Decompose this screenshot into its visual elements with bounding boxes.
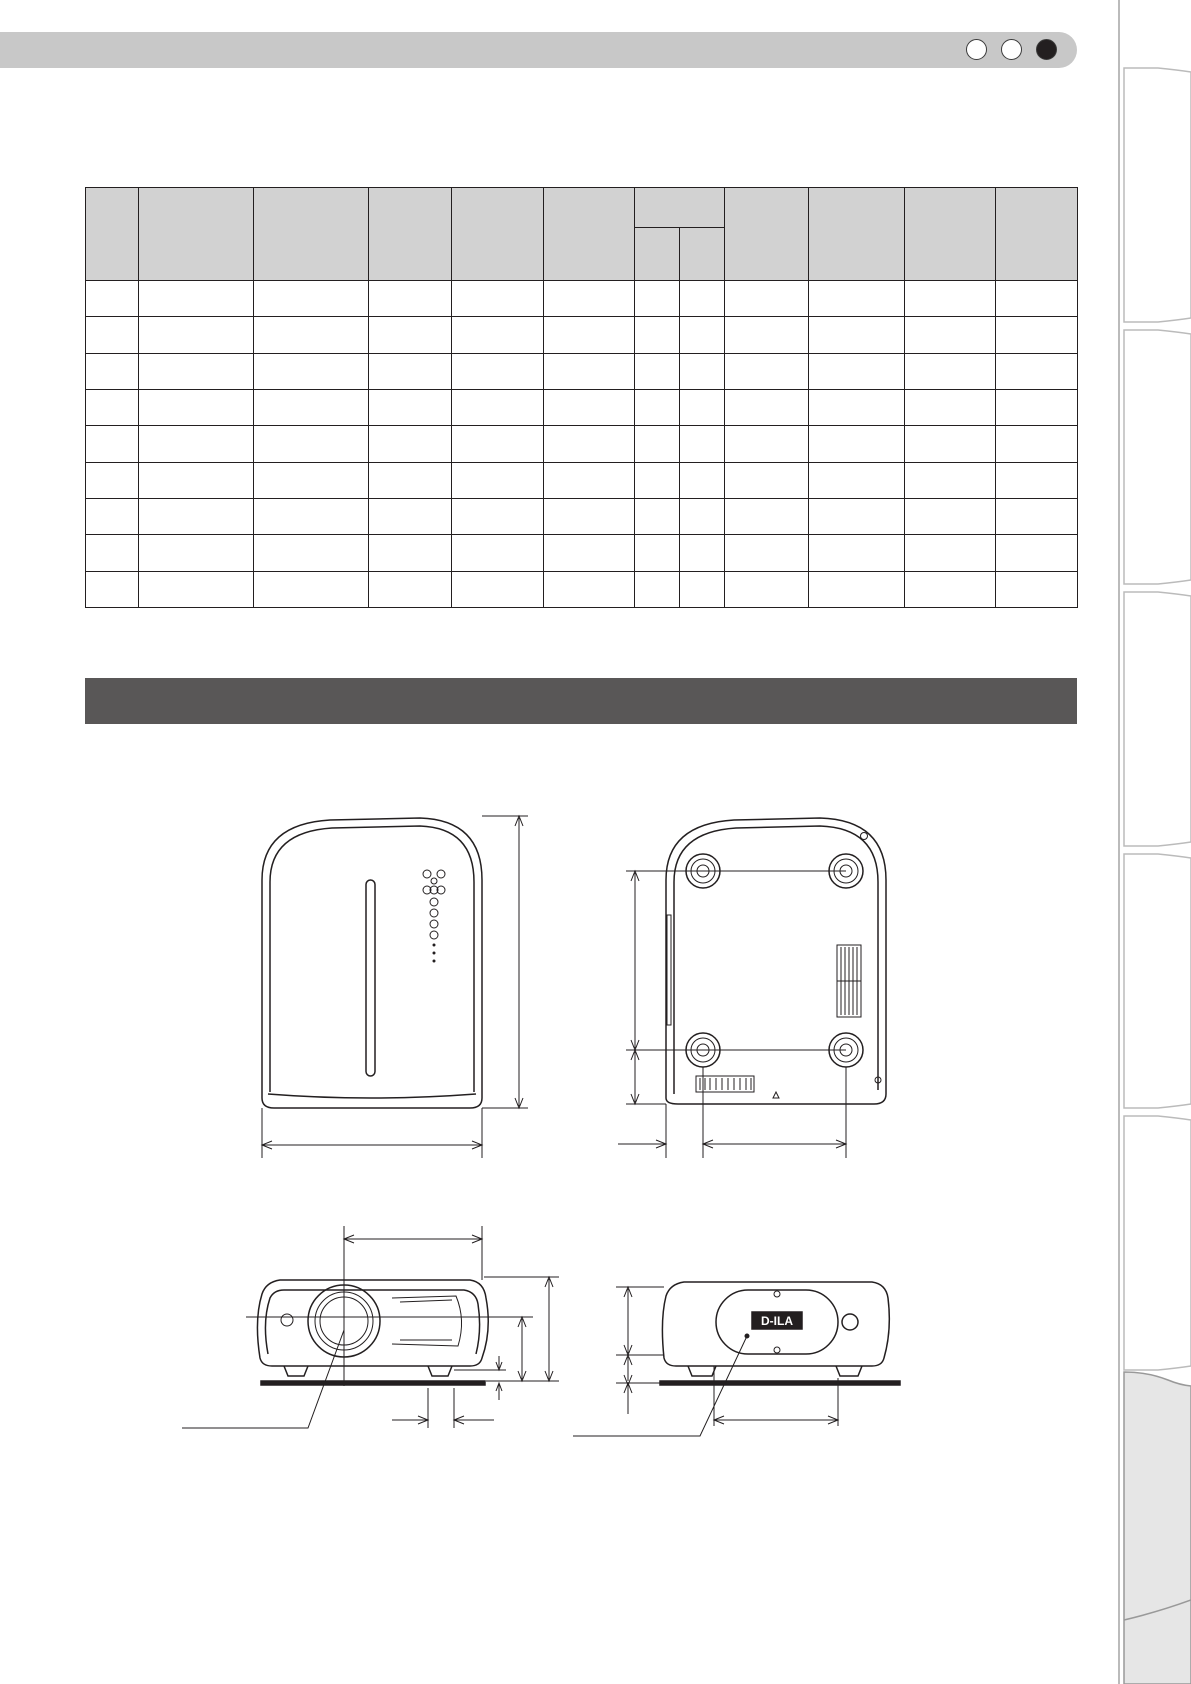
bottom-view-drawing [618, 818, 886, 1158]
front-floor-line [261, 1381, 485, 1385]
top-indicator-cluster [423, 870, 445, 962]
rear-foot-left [688, 1366, 716, 1376]
rear-view-drawing [573, 1282, 900, 1436]
bottom-rating-label [696, 1076, 754, 1092]
front-view-drawing [182, 1226, 559, 1428]
top-vent-slot [366, 880, 375, 1076]
top-view-drawing [262, 816, 528, 1158]
rear-foot-right [836, 1366, 862, 1376]
rear-panel-leader [573, 1336, 747, 1436]
front-foot-left [284, 1366, 308, 1376]
rear-floor-line [660, 1381, 900, 1385]
rear-logo-text: D-ILA [761, 1314, 793, 1328]
bottom-vent-grille [837, 945, 861, 1017]
front-foot-right [428, 1366, 452, 1376]
front-lens-leader [182, 1330, 344, 1428]
